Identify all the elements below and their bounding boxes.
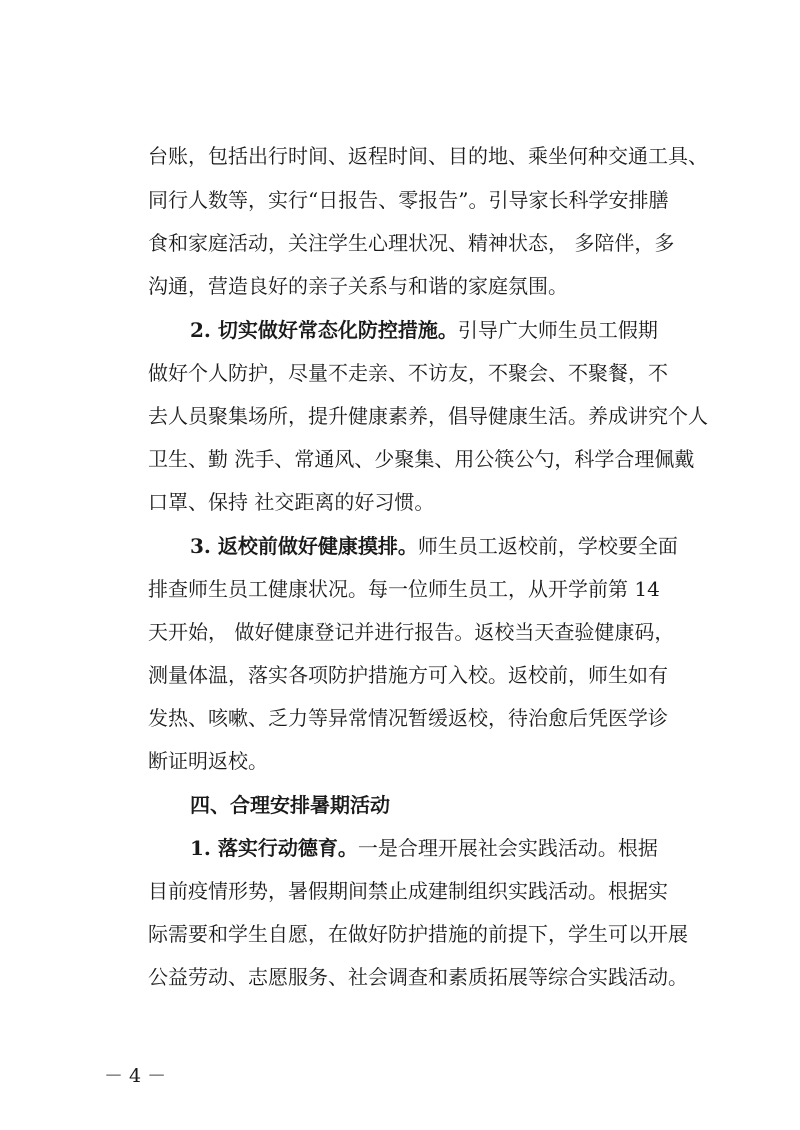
paragraph-line-2: 同行人数等，实行“日报告、零报告”。引导家长科学安排膳	[148, 188, 669, 212]
item-3-line-5: 发热、咳嗽、乏力等异常情况暂缓返校，待治愈后凭医学诊	[148, 706, 668, 730]
page-number: － 4 －	[104, 1065, 167, 1087]
item-3-line-1: 3. 返校前做好健康摸排。师生员工返校前，学校要全面	[190, 534, 678, 558]
item-4-1-heading: 1. 落实行动德育。	[190, 836, 358, 860]
item-3-line-2: 排查师生员工健康状况。每一位师生员工，从开学前第 14	[148, 577, 660, 601]
item-4-1-line-1: 1. 落实行动德育。一是合理开展社会实践活动。根据	[190, 836, 658, 860]
item-3-line-3: 天开始， 做好健康登记并进行报告。返校当天查验健康码，	[148, 620, 675, 644]
item-3-heading: 3. 返校前做好健康摸排。	[190, 534, 418, 558]
item-2-line-4: 卫生、勤 洗手、常通风、少聚集、用公筷公勺，科学合理佩戴	[148, 447, 695, 471]
paragraph-line-4: 沟通，营造良好的亲子关系与和谐的家庭氛围。	[148, 274, 568, 298]
item-3-line-4: 测量体温，落实各项防护措施方可入校。返校前，师生如有	[148, 663, 668, 687]
paragraph-line-1: 台账，包括出行时间、返程时间、目的地、乘坐何种交通工具、	[148, 144, 708, 168]
item-2-line-3: 去人员聚集场所，提升健康素养，倡导健康生活。养成讲究个人	[148, 404, 708, 428]
item-4-1-line-3: 际需要和学生自愿，在做好防护措施的前提下，学生可以开展	[148, 922, 688, 946]
item-2-heading: 2. 切实做好常态化防控措施。	[190, 318, 458, 342]
item-4-1-line-4: 公益劳动、志愿服务、社会调查和素质拓展等综合实践活动。	[148, 965, 688, 989]
section-4-heading-line	[190, 785, 708, 825]
paragraph-line-3: 食和家庭活动，关注学生心理状况、精神状态， 多陪伴，多	[148, 231, 675, 255]
item-3-line-6: 断证明返校。	[148, 749, 268, 773]
item-2-line-1: 2. 切实做好常态化防控措施。引导广大师生员工假期	[190, 318, 658, 342]
section-4-heading: 四、合理安排暑期活动	[190, 793, 390, 817]
item-4-1-line-2: 目前疫情形势，暑假期间禁止成建制组织实践活动。根据实	[148, 879, 668, 903]
item-2-line-2: 做好个人防护，尽量不走亲、不访友，不聚会、不聚餐，不	[148, 361, 668, 385]
item-2-line-5: 口罩、保持 社交距离的好习惯。	[148, 490, 435, 514]
